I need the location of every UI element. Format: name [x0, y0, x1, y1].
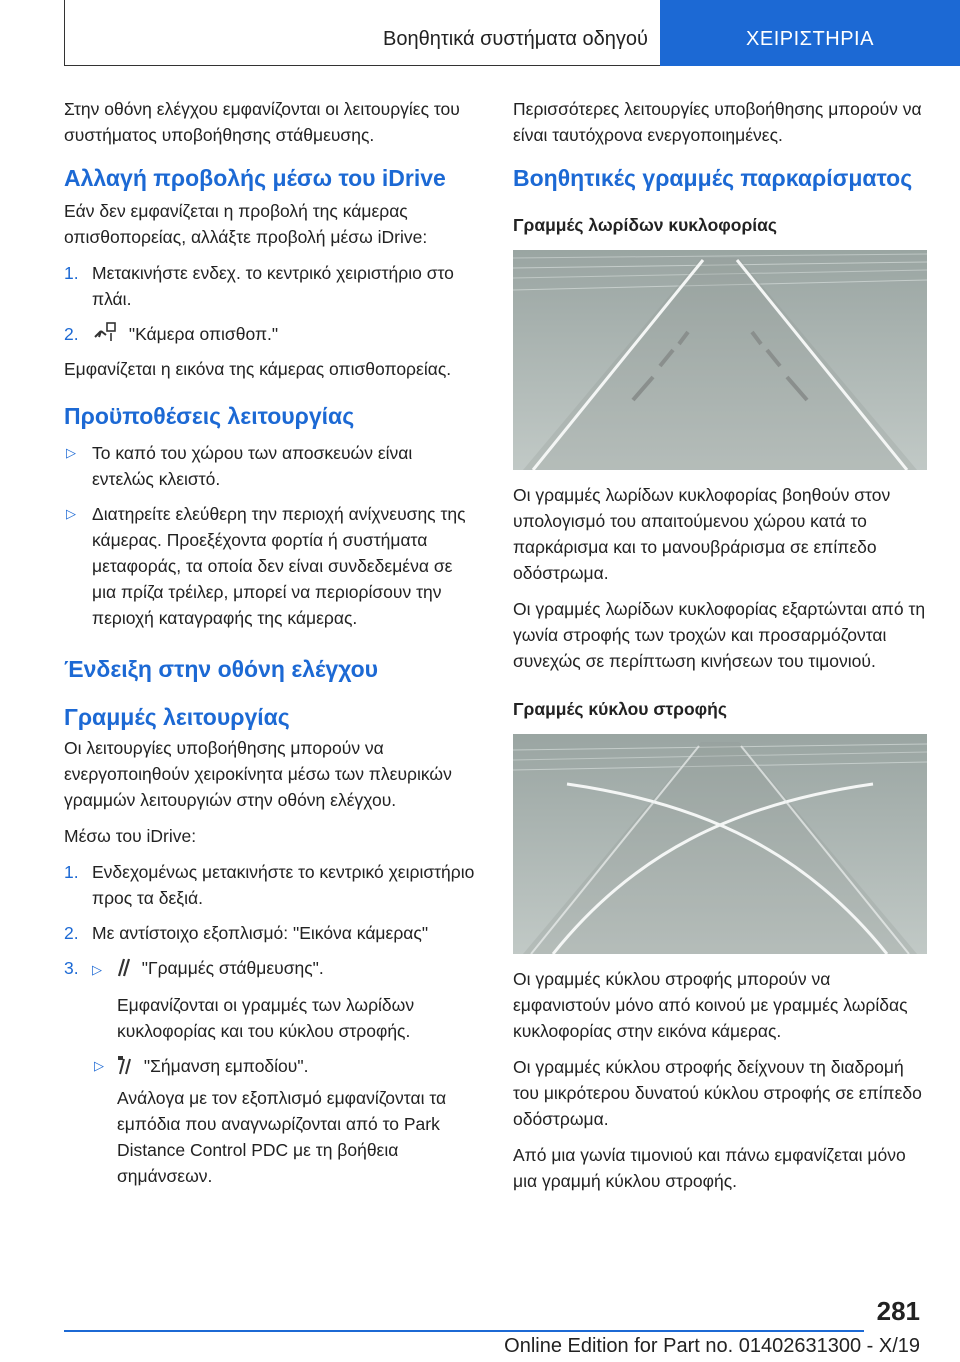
turn-lines-paragraph-1: Οι γραμμές κύκλου στροφής μπορούν να εμφανιστούν μόνο από κοινού με γραμμές λωρίδας κυκλοφορίας στην εικόνα κάμερας. — [513, 969, 908, 1041]
step-text: Ενδεχομένως μετακινήστε το κεντρικό χειριστήριο προς τα δεξιά. — [92, 862, 475, 908]
left-column — [64, 96, 478, 1198]
page-header — [64, 0, 960, 66]
camera-shown-paragraph: Εμφανίζεται η εικόνα της κάμερας οπισθοπορείας. — [64, 359, 452, 379]
step-text: Μετακινήστε ενδεχ. το κεντρικό χειριστήριο στο πλάι. — [92, 263, 454, 309]
footer-edition: Online Edition for Part no. 01402631300 - X/19 — [504, 1335, 920, 1357]
heading-turn-circle-lines: Γραμμές κύκλου στροφής — [513, 699, 727, 719]
obstacle-marking-description: Ανάλογα με τον εξοπλισμό εμφανίζονται τα εμπόδια που αναγνωρίζονται από το Park Distance Control PDC με τη βοήθεια σημάνσεων. — [117, 1088, 447, 1186]
function-lines-paragraph: Οι λειτουργίες υποβοήθησης μπορούν να ενεργοποιηθούν χειροκίνητα μέσω των πλευρικών γραμμών λειτουργιών στην οθόνη ελέγχου. — [64, 738, 452, 810]
heading-lane-lines: Γραμμές λωρίδων κυκλοφορίας — [513, 215, 778, 235]
step-number: 1. — [64, 263, 79, 283]
triangle-bullet-icon: ▷ — [94, 1058, 104, 1073]
parking-lines-description: Εμφανίζονται οι γραμμές των λωρίδων κυκλοφορίας και του κύκλου στροφής. — [117, 995, 415, 1041]
turn-lines-paragraph-3: Από μια γωνία τιμονιού και πάνω εμφανίζεται μόνο μια γραμμή κύκλου στροφής. — [513, 1145, 906, 1191]
step-controller-right — [64, 859, 478, 911]
change-view-paragraph: Εάν δεν εμφανίζεται η προβολή της κάμερας οπισθοπορείας, αλλάξτε προβολή μέσω iDrive: — [64, 201, 428, 247]
step-text: "Γραμμές στάθμευσης". — [141, 958, 324, 978]
triangle-bullet-icon: ▷ — [66, 445, 76, 460]
prerequisite-item — [64, 440, 478, 492]
header-chapter-title: ΧΕΙΡΙΣΤΗΡΙΑ — [746, 28, 874, 50]
step-move-controller — [64, 260, 478, 312]
step-rear-camera — [64, 321, 478, 347]
intro-paragraph: Στην οθόνη ελέγχου εμφανίζονται οι λειτουργίες του συστήματος υποβοήθησης στάθμευσης. — [64, 99, 460, 145]
lane-lines-figure — [513, 250, 927, 470]
step-parking-lines — [64, 955, 478, 983]
parking-lines-icon — [115, 957, 131, 977]
sub-item-obstacle-marking — [64, 1053, 478, 1079]
heading-display: Ένδειξη στην οθόνη ελέγχου — [64, 656, 379, 682]
obstacle-marking-label: "Σήμανση εμποδίου". — [143, 1056, 309, 1076]
header-section-box — [64, 0, 660, 66]
right-intro-paragraph: Περισσότερες λειτουργίες υποβοήθησης μπορούν να είναι ταυτόχρονα ενεργοποιημένες. — [513, 99, 922, 145]
rear-camera-icon — [92, 321, 118, 343]
prerequisite-item — [64, 501, 478, 631]
obstacle-marking-icon — [117, 1055, 133, 1075]
page-number: 281 — [876, 1296, 920, 1326]
step-number: 2. — [64, 324, 79, 344]
heading-prerequisites: Προϋποθέσεις λειτουργίας — [64, 403, 355, 429]
heading-parking-aid-lines: Βοηθητικές γραμμές παρκαρίσματος — [513, 165, 913, 191]
triangle-bullet-icon: ▷ — [66, 506, 76, 521]
triangle-bullet-icon: ▷ — [92, 962, 102, 977]
step-number: 3. — [64, 958, 79, 978]
header-section-title: Βοηθητικά συστήματα οδηγού — [383, 28, 648, 50]
via-idrive-paragraph: Μέσω του iDrive: — [64, 826, 197, 846]
header-chapter-tab — [660, 0, 960, 66]
prerequisite-text: Το καπό του χώρου των αποσκευών είναι εντελώς κλειστό. — [92, 443, 413, 489]
step-text: "Κάμερα οπισθοπ." — [128, 324, 279, 344]
footer-divider — [64, 1330, 864, 1332]
heading-function-lines: Γραμμές λειτουργίας — [64, 704, 290, 730]
step-number: 1. — [64, 862, 79, 882]
turn-lines-paragraph-2: Οι γραμμές κύκλου στροφής δείχνουν τη διαδρομή του μικρότερου δυνατού κύκλου στροφής σε επίπεδο οδόστρωμα. — [513, 1057, 922, 1129]
heading-change-view: Αλλαγή προβολής μέσω του iDrive — [64, 165, 446, 191]
turn-circle-lines-figure — [513, 734, 927, 954]
lane-lines-paragraph-1: Οι γραμμές λωρίδων κυκλοφορίας βοηθούν στον υπολογισμό του απαιτούμενου χώρου κατά το παρκάρισμα και το μανουβράρισμα σε επίπεδο οδόστρωμα. — [513, 485, 891, 583]
step-number: 2. — [64, 923, 79, 943]
prerequisite-text: Διατηρείτε ελεύθερη την περιοχή ανίχνευσης της κάμερας. Προεξέχοντα φορτία ή συστήματα μεταφοράς, τα οποία δεν είναι συνδεδεμένα σε μια πρίζα τρέιλερ, μπορεί να περιορίσουν την περιοχή καταγραφής της κάμερας. — [92, 504, 466, 628]
step-text: Με αντίστοιχο εξοπλισμό: "Εικόνα κάμερας" — [92, 923, 429, 943]
right-column — [513, 96, 927, 1204]
step-camera-image — [64, 920, 478, 946]
lane-lines-paragraph-2: Οι γραμμές λωρίδων κυκλοφορίας εξαρτώνται από τη γωνία στροφής των τροχών και προσαρμόζονται συνεχώς σε περίπτωση κινήσεων του τιμονιού. — [513, 599, 926, 671]
